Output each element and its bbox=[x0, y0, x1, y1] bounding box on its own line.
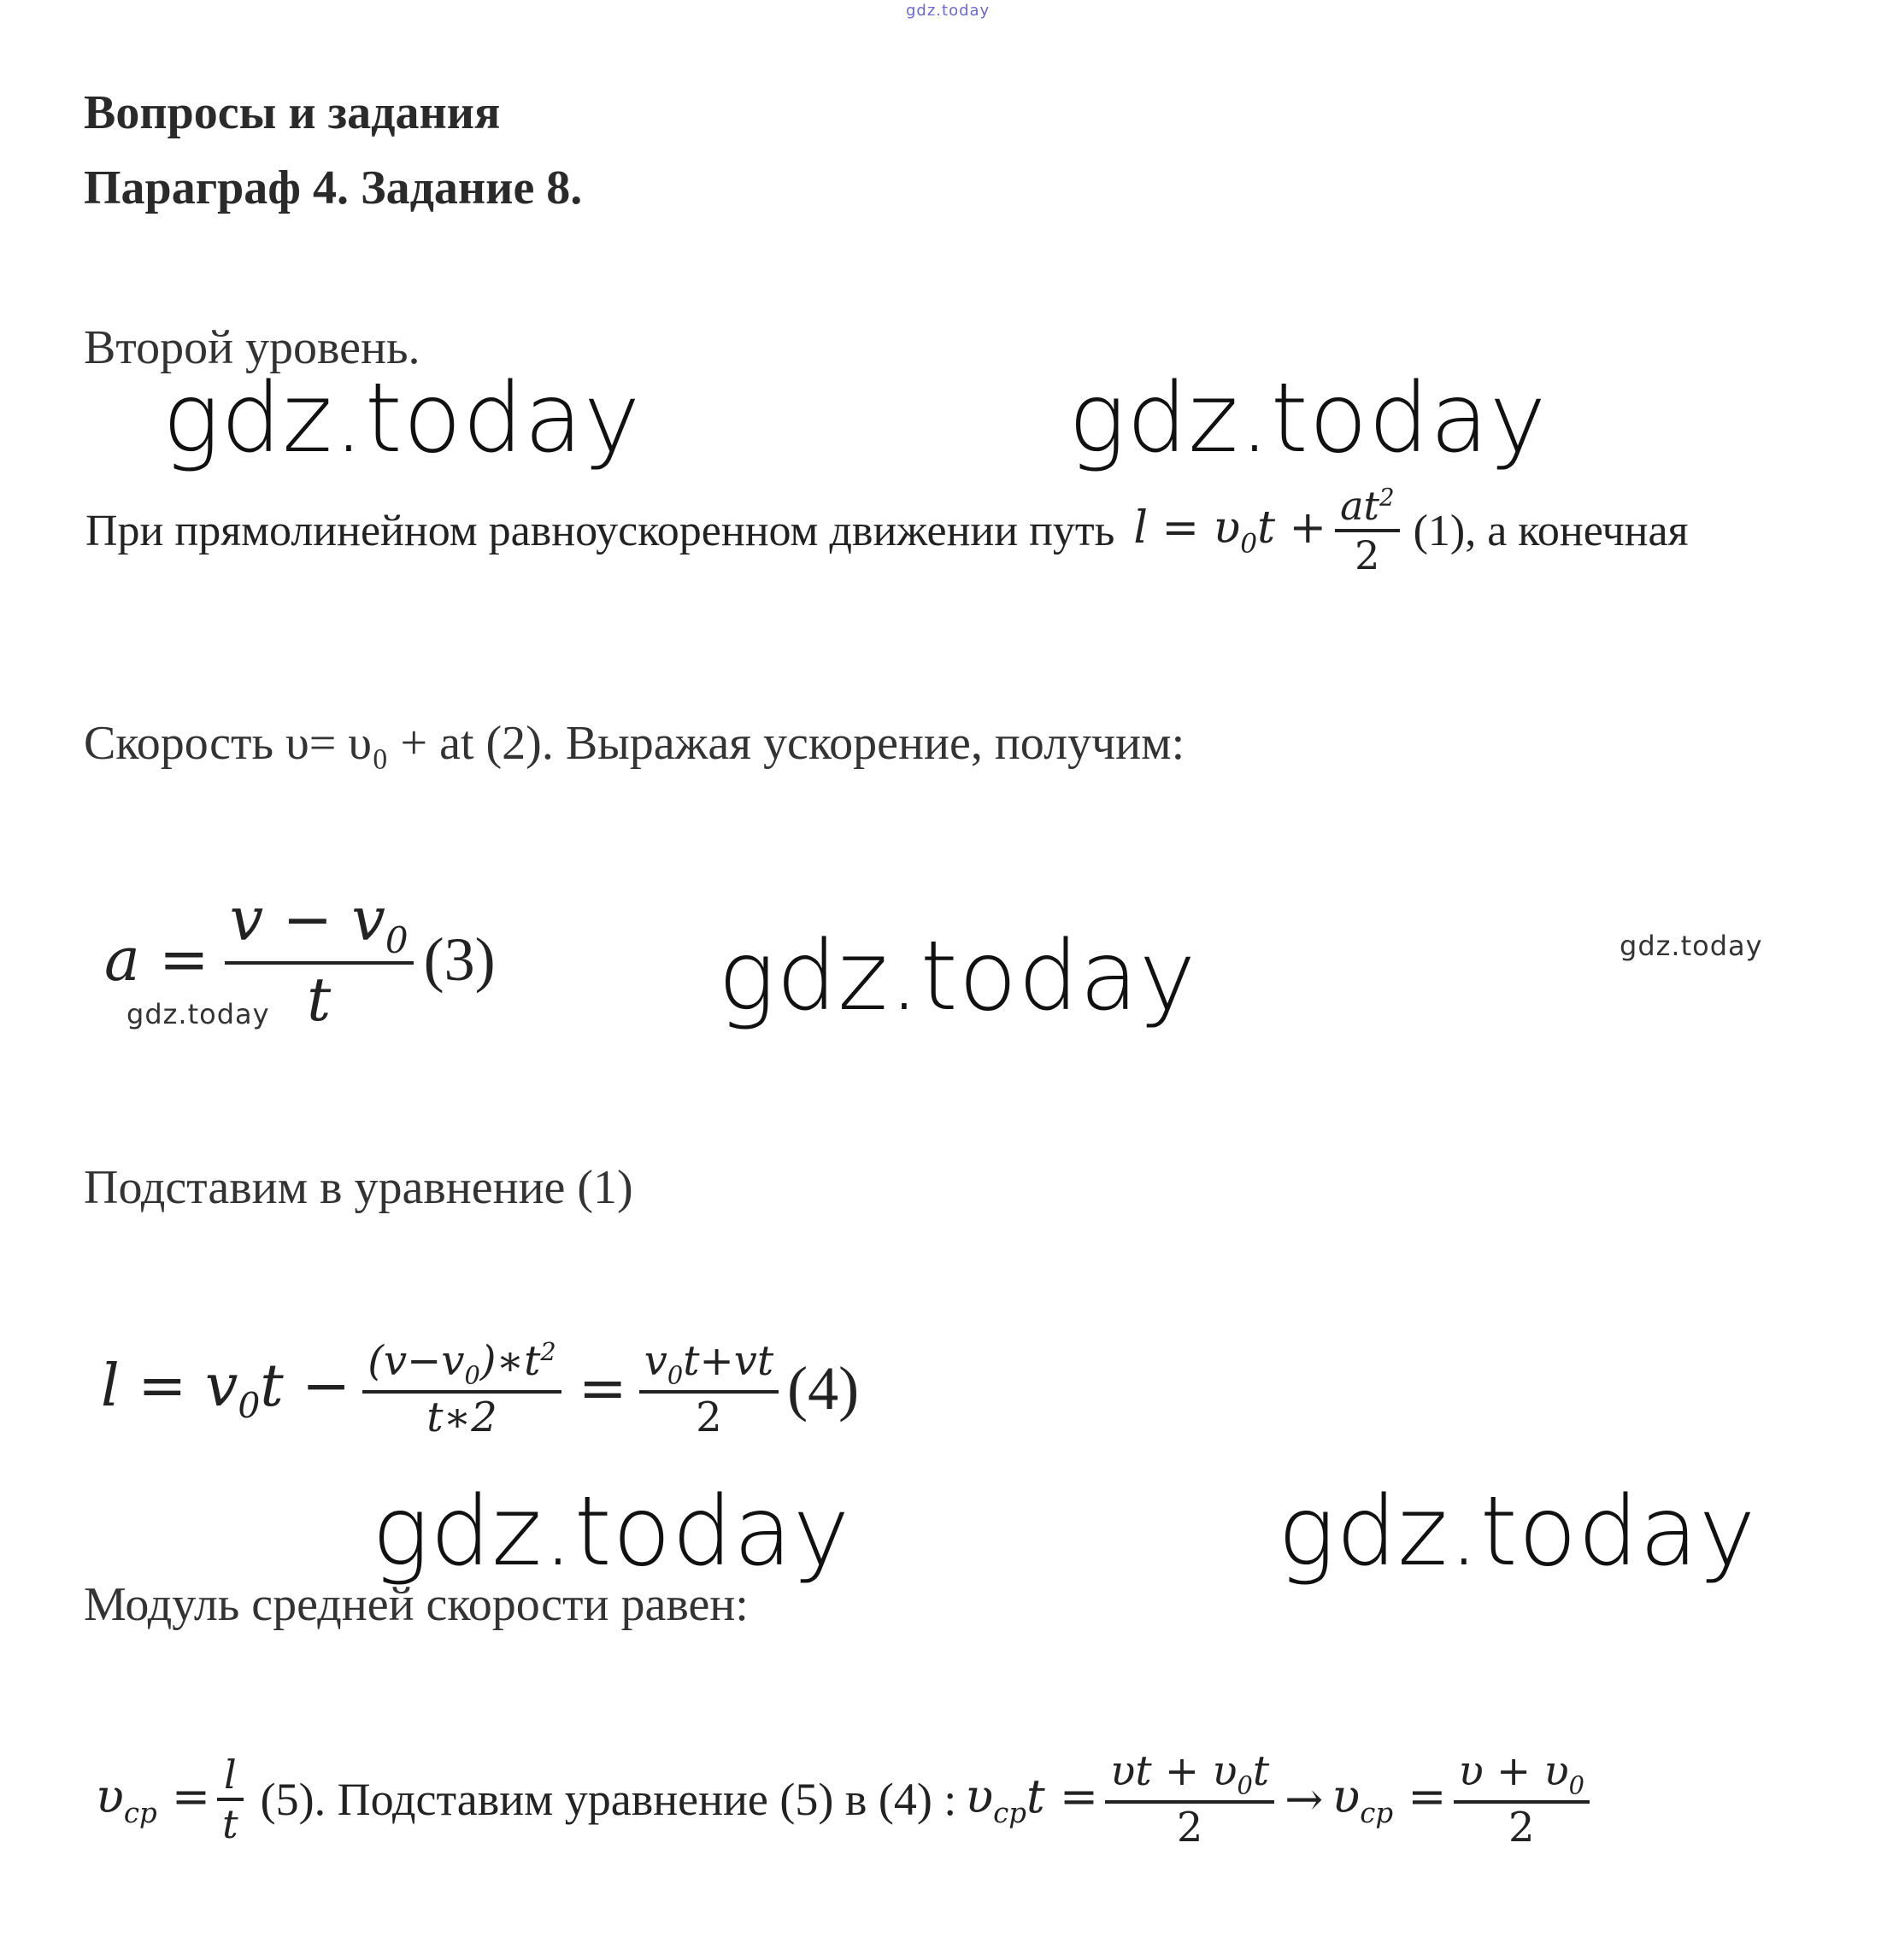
page-title: Вопросы и задания bbox=[84, 86, 501, 139]
eq4-label: (4) bbox=[787, 1354, 860, 1423]
watermark: gdz.today bbox=[126, 998, 270, 1030]
watermark: gdz.today bbox=[372, 1476, 851, 1587]
equation-4 bbox=[101, 1337, 859, 1441]
v-plus-v0-fraction: $\frac{\upsilon + \upsilon_0}{2}$ bbox=[1454, 1747, 1590, 1851]
path-formula: $l = \upsilon_0t$ + bbox=[1133, 502, 1327, 560]
velocity-sentence: Скорость υ= υ₀ + at (2). Выражая ускорение, получим: bbox=[84, 717, 1185, 770]
average-speed-sentence: Модуль средней скорости равен: bbox=[84, 1578, 749, 1631]
arrow-icon: → bbox=[1285, 1772, 1324, 1827]
watermark: gdz.today bbox=[1068, 363, 1548, 474]
vcp-t: $\upsilon_{ср}t$ = bbox=[965, 1769, 1099, 1829]
substitution-text: (5). Подставим уравнение (5) в (4) : bbox=[260, 1773, 957, 1825]
eq4-fraction-1: $\frac{(v-v_0)∗t^2}{t∗2}$ bbox=[362, 1337, 561, 1441]
eq4-fraction-2: $\frac{v_0t+vt}{2}$ bbox=[639, 1337, 779, 1441]
eq4-equals: = bbox=[578, 1355, 627, 1423]
eq4-lhs: $l = v_0t$ − bbox=[101, 1352, 351, 1427]
watermark: gdz.today bbox=[1620, 930, 1763, 962]
vt-plus-v0t-fraction: $\frac{\upsilon t + \upsilon_0t}{2}$ bbox=[1105, 1747, 1274, 1851]
eq3-lhs: a = bbox=[104, 924, 209, 995]
eq3-label: (3) bbox=[423, 924, 496, 994]
watermark: gdz.today bbox=[718, 921, 1197, 1032]
level-label: Второй уровень. bbox=[84, 321, 420, 374]
l-over-t-fraction: $\frac{l}{t}$ bbox=[217, 1752, 244, 1847]
substitute-sentence: Подставим в уравнение (1) bbox=[84, 1161, 633, 1214]
watermark: gdz.today bbox=[1278, 1476, 1757, 1587]
fraction-at2-over-2: $\frac{at^2}{2}$ bbox=[1335, 483, 1399, 578]
watermark: gdz.today bbox=[162, 363, 642, 474]
vcp-result: $\upsilon_{ср}$ = bbox=[1332, 1769, 1447, 1829]
vcp-lhs: $\upsilon_{ср}$ = bbox=[96, 1769, 211, 1829]
sentence-text: При прямолинейном равноускоренном движении путь bbox=[85, 506, 1115, 555]
eq3-fraction: $\frac{v - v_0}{t}$ bbox=[225, 884, 414, 1035]
header-watermark: gdz.today bbox=[906, 2, 991, 20]
sentence-text: (1), а конечная bbox=[1413, 506, 1689, 555]
page-subtitle: Параграф 4. Задание 8. bbox=[84, 161, 583, 214]
path-formula-sentence bbox=[85, 483, 1689, 578]
average-speed-derivation bbox=[96, 1747, 1590, 1851]
